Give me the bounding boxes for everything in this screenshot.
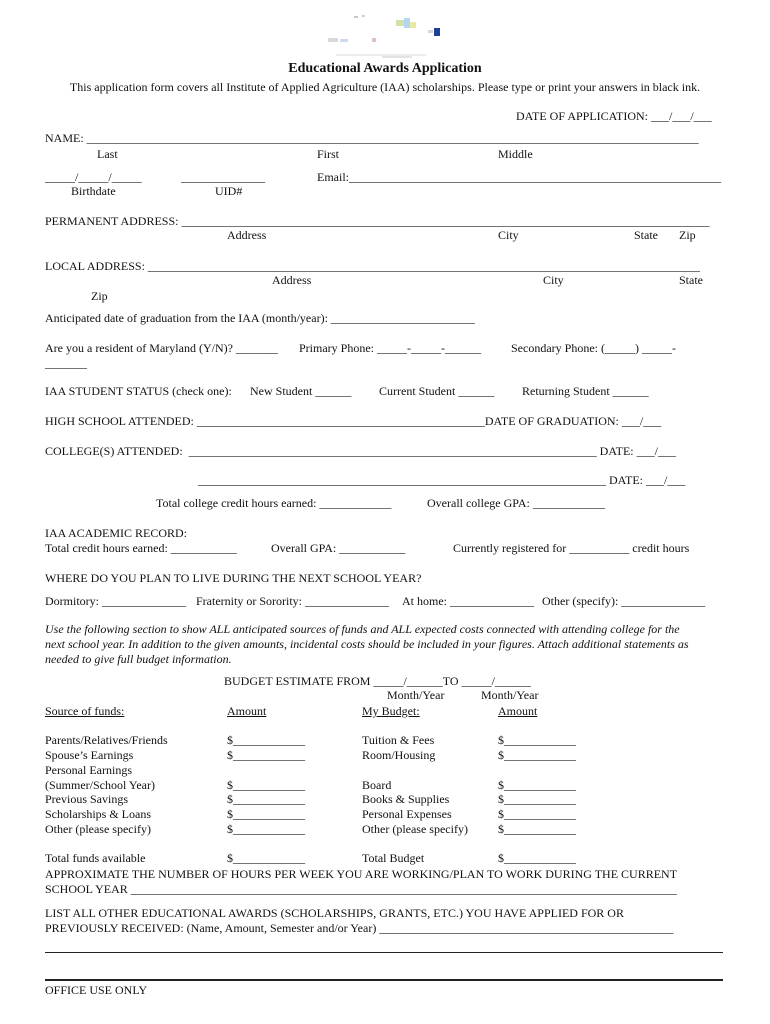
permanent-address-field[interactable]: PERMANENT ADDRESS: ________________________________________________________________________________________	[45, 214, 710, 228]
secondary-phone-field[interactable]: Secondary Phone: (_____) _____-	[511, 341, 676, 355]
budget-estimate-field[interactable]: BUDGET ESTIMATE FROM _____/______TO _____/______	[224, 674, 531, 688]
form-title: Educational Awards Application	[288, 61, 482, 76]
college-credit-hours-field[interactable]: Total college credit hours earned: ____________	[156, 496, 392, 510]
amount-scholarships-field[interactable]: $____________	[227, 807, 305, 821]
birthdate-field[interactable]: _____/_____/_____	[45, 170, 142, 184]
other-awards-question: LIST ALL OTHER EDUCATIONAL AWARDS (SCHOLARSHIPS, GRANTS, ETC.) YOU HAVE APPLIED FOR OR	[45, 906, 624, 920]
expense-tuition: Tuition & Fees	[362, 733, 435, 747]
name-field[interactable]: NAME: ______________________________________________________________________________________________________	[45, 131, 699, 145]
iaa-gpa-field[interactable]: Overall GPA: ___________	[271, 541, 406, 555]
email-field[interactable]: Email:______________________________________________________________	[317, 170, 721, 184]
college-gpa-field[interactable]: Overall college GPA: ____________	[427, 496, 605, 510]
uid-label: UID#	[215, 184, 243, 198]
academic-record-heading: IAA ACADEMIC RECORD:	[45, 526, 188, 540]
total-funds-label: Total funds available	[45, 851, 146, 865]
other-awards-field[interactable]: PREVIOUSLY RECEIVED: (Name, Amount, Semester and/or Year) _________________________________________________	[45, 921, 674, 935]
expense-books: Books & Supplies	[362, 792, 450, 806]
office-use-label: OFFICE USE ONLY	[45, 983, 148, 997]
source-other: Other (please specify)	[45, 822, 151, 836]
expense-personal: Personal Expenses	[362, 807, 452, 821]
name-first-label: First	[317, 147, 340, 161]
amount-spouse-field[interactable]: $____________	[227, 748, 305, 762]
total-budget-field[interactable]: $____________	[498, 851, 576, 865]
work-hours-field[interactable]: SCHOOL YEAR ___________________________________________________________________________________________	[45, 882, 677, 896]
status-new-student[interactable]: New Student ______	[250, 384, 352, 398]
permanent-state-label: State	[634, 228, 658, 242]
source-personal-earnings-period: (Summer/School Year)	[45, 778, 155, 792]
source-savings: Previous Savings	[45, 792, 129, 806]
amount-other-source-field[interactable]: $____________	[227, 822, 305, 836]
amount-personal-expense-field[interactable]: $____________	[498, 807, 576, 821]
living-question: WHERE DO YOU PLAN TO LIVE DURING THE NEXT SCHOOL YEAR?	[45, 571, 422, 585]
maryland-resident-field[interactable]: Are you a resident of Maryland (Y/N)? _______	[45, 341, 278, 355]
amount-books-field[interactable]: $____________	[498, 792, 576, 806]
total-budget-label: Total Budget	[362, 851, 425, 865]
amount-board-field[interactable]: $____________	[498, 778, 576, 792]
amount-header-funds: Amount	[227, 704, 267, 718]
office-use-divider	[45, 979, 723, 981]
secondary-phone-continued[interactable]: _______	[45, 356, 87, 370]
source-spouse: Spouse’s Earnings	[45, 748, 134, 762]
living-fraternity-field[interactable]: Fraternity or Sorority: ______________	[196, 594, 389, 608]
amount-housing-field[interactable]: $____________	[498, 748, 576, 762]
status-returning-student[interactable]: Returning Student ______	[522, 384, 649, 398]
permanent-city-label: City	[498, 228, 519, 242]
total-funds-field[interactable]: $____________	[227, 851, 305, 865]
birthdate-label: Birthdate	[71, 184, 116, 198]
amount-tuition-field[interactable]: $____________	[498, 733, 576, 747]
living-home-field[interactable]: At home: ______________	[402, 594, 534, 608]
awards-extra-line[interactable]	[45, 952, 723, 953]
budget-instructions-3: needed to give full budget information.	[45, 652, 232, 666]
high-school-field[interactable]: HIGH SCHOOL ATTENDED: ________________________________________________DATE OF GRADUATION: ___/___	[45, 414, 662, 428]
uid-field[interactable]: ______________	[181, 170, 265, 184]
status-current-student[interactable]: Current Student ______	[379, 384, 495, 398]
institute-logo	[322, 12, 452, 62]
source-personal-earnings: Personal Earnings	[45, 763, 132, 777]
work-hours-question: APPROXIMATE THE NUMBER OF HOURS PER WEEK YOU ARE WORKING/PLAN TO WORK DURING THE CURRENT	[45, 867, 678, 881]
graduation-date-field[interactable]: Anticipated date of graduation from the IAA (month/year): ________________________	[45, 311, 475, 325]
name-last-label: Last	[97, 147, 118, 161]
amount-other-expense-field[interactable]: $____________	[498, 822, 576, 836]
expense-housing: Room/Housing	[362, 748, 436, 762]
source-scholarships: Scholarships & Loans	[45, 807, 151, 821]
date-of-application-field[interactable]: DATE OF APPLICATION: ___/___/___	[516, 109, 712, 123]
amount-personal-earnings-field[interactable]: $____________	[227, 778, 305, 792]
local-address-field[interactable]: LOCAL ADDRESS: ____________________________________________________________________________________________	[45, 259, 700, 273]
my-budget-header: My Budget:	[362, 704, 420, 718]
budget-instructions-2: next school year. In addition to the given amounts, incidental costs should be included in your figures. Attach additional statements as	[45, 637, 689, 651]
college-field-1[interactable]: COLLEGE(S) ATTENDED: ____________________________________________________________________ DATE: ___/___	[45, 444, 676, 458]
primary-phone-field[interactable]: Primary Phone: _____-_____-______	[299, 341, 481, 355]
form-intro: This application form covers all Institute of Applied Agriculture (IAA) scholarships. Please type or print your answers in black ink.	[69, 80, 701, 94]
registered-credits-field[interactable]: Currently registered for __________ credit hours	[453, 541, 690, 555]
source-of-funds-header: Source of funds:	[45, 704, 125, 718]
iaa-credit-hours-field[interactable]: Total credit hours earned: ___________	[45, 541, 237, 555]
permanent-address-label: Address	[227, 228, 267, 242]
student-status-label: IAA STUDENT STATUS (check one):	[45, 384, 232, 398]
budget-instructions-1: Use the following section to show ALL anticipated sources of funds and ALL expected costs connected with attending college for the	[45, 622, 680, 636]
expense-board: Board	[362, 778, 392, 792]
amount-header-budget: Amount	[498, 704, 538, 718]
amount-parents-field[interactable]: $____________	[227, 733, 305, 747]
living-dormitory-field[interactable]: Dormitory: ______________	[45, 594, 186, 608]
living-other-field[interactable]: Other (specify): ______________	[542, 594, 706, 608]
local-city-label: City	[543, 273, 564, 287]
source-parents: Parents/Relatives/Friends	[45, 733, 168, 747]
amount-savings-field[interactable]: $____________	[227, 792, 305, 806]
local-zip-label: Zip	[91, 289, 108, 303]
name-middle-label: Middle	[498, 147, 533, 161]
expense-other: Other (please specify)	[362, 822, 468, 836]
month-year-label-1: Month/Year	[387, 688, 445, 702]
local-address-label: Address	[272, 273, 312, 287]
local-state-label: State	[679, 273, 703, 287]
month-year-label-2: Month/Year	[481, 688, 539, 702]
college-field-2[interactable]: ____________________________________________________________________ DATE: ___/___	[198, 473, 686, 487]
permanent-zip-label: Zip	[679, 228, 696, 242]
